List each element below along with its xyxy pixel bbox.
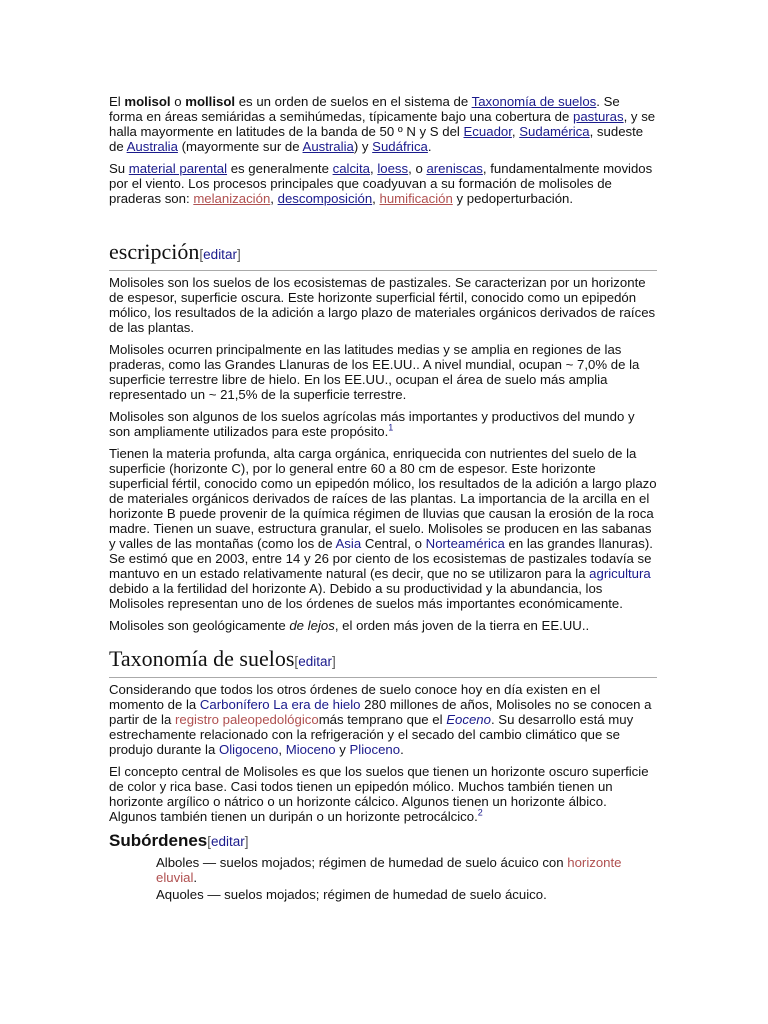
taxonomia-paragraph-2: El concepto central de Molisoles es que los suelos que tienen un horizonte oscuro superficie de color y rica base. Casi todos tienen un epipedón mólico. Muchos también tienen un horizonte argílico o nátrico o un horizonte cálcico. Algunos tienen un horizonte álbico. Algunos también tienen un duripán o un horizonte petrocálcico.$^2$: [109, 764, 649, 824]
intro-paragraph-1: El molisol o mollisol es un orden de suelos en el sistema de Taxonomía de suelos. Se forma en áreas semiáridas a semihúmedas, típicamente bajo una cobertura de pasturas, y se halla mayormente en latitudes de la banda de 50 º N y S del Ecuador, Sudamérica, sudeste de Australia (mayormente sur de Australia) y Sudáfrica.: [109, 94, 656, 154]
link-loess[interactable]: loess: [377, 161, 409, 176]
link-horizonte-eluvial[interactable]: horizonte eluvial: [156, 855, 622, 885]
link-eoceno[interactable]: Eoceno: [446, 712, 491, 727]
link-material-parental[interactable]: material parental: [128, 161, 228, 176]
edit-link-taxonomia[interactable]: [editar]: [294, 654, 336, 669]
link-norteamerica[interactable]: Norteamérica: [425, 536, 505, 551]
link-ecuador[interactable]: Ecuador: [463, 124, 512, 139]
link-registro-paleopedologico[interactable]: registro paleopedológico: [174, 712, 319, 727]
link-australia-2[interactable]: Australia: [302, 139, 354, 154]
edit-link-descripcion[interactable]: [editar]: [199, 247, 241, 262]
link-asia[interactable]: Asia: [335, 536, 362, 551]
link-taxonomia[interactable]: Taxonomía de suelos: [471, 94, 597, 109]
descripcion-paragraph-5: Molisoles son geológicamente de lejos, el orden más joven de la tierra en EE.UU..: [109, 618, 590, 633]
taxonomia-paragraph-1: Considerando que todos los otros órdenes de suelo conoce hoy en día existen en el momento de la Carbonífero La era de hielo 280 millones de años, Molisoles no se conocen a partir de la registro paleopedológicomás temprano que el Eoceno. Su desarrollo está muy estrechamente relacionado con la refrigeración y el secado del cambio climático que se produjo durante la Oligoceno, Mioceno y Plioceno.: [109, 682, 652, 757]
link-sudamerica[interactable]: Sudamérica: [519, 124, 590, 139]
list-item: Aquoles — suelos mojados; régimen de humedad de suelo ácuico.: [156, 887, 547, 902]
list-item: Alboles — suelos mojados; régimen de humedad de suelo ácuico con horizonte eluvial.: [156, 855, 622, 885]
reference-1[interactable]: 1: [388, 422, 394, 433]
link-carbonifero[interactable]: Carbonífero: [199, 697, 270, 712]
intro-paragraph-2: Su material parental es generalmente calcita, loess, o areniscas, fundamentalmente movidos por el viento. Los procesos principales que coadyuvan a su formación de molisoles de praderas son: melanización, descomposición, humificación y pedoperturbación.: [109, 161, 653, 206]
link-plioceno[interactable]: Plioceno: [349, 742, 401, 757]
link-sudafrica[interactable]: Sudáfrica: [372, 139, 428, 154]
link-pasturas[interactable]: pasturas: [573, 109, 624, 124]
descripcion-paragraph-3: Molisoles son algunos de los suelos agrícolas más importantes y productivos del mundo y son ampliamente utilizados para este propósito.$^1$: [109, 409, 635, 439]
link-descomposicion[interactable]: descomposición: [277, 191, 373, 206]
link-era-de-hielo[interactable]: La era de hielo: [273, 697, 361, 712]
descripcion-paragraph-1: Molisoles son los suelos de los ecosistemas de pastizales. Se caracterizan por un horizonte de espesor, superficie oscura. Este horizonte superficial fértil, conocido como un epipedón mólico, los resultados de la adición a largo plazo de materiales orgánicos derivados de raíces de las plantas.: [109, 275, 656, 335]
edit-link-subordenes[interactable]: [editar]: [207, 834, 249, 849]
link-oligoceno[interactable]: Oligoceno: [218, 742, 279, 757]
link-humificacion[interactable]: humificación: [379, 191, 453, 206]
section-heading-taxonomia: Taxonomía de suelos[editar]: [109, 647, 657, 678]
reference-2[interactable]: 2: [477, 807, 483, 818]
link-areniscas[interactable]: areniscas: [426, 161, 483, 176]
link-australia[interactable]: Australia: [126, 139, 178, 154]
bold-term-mollisol: mollisol: [185, 94, 236, 109]
descripcion-paragraph-2: Molisoles ocurren principalmente en las latitudes medias y se amplia en regiones de las praderas, como las Grandes Llanuras de los EE.UU.. A nivel mundial, ocupan ~ 7,0% de la superficie terrestre libre de hielo. En los EE.UU., ocupan el área de suelo más amplia representado un ~ 21,5% de la superficie terrestre.: [109, 342, 640, 402]
suborders-list: [109, 855, 657, 902]
link-calcita[interactable]: calcita: [332, 161, 370, 176]
link-mioceno[interactable]: Mioceno: [285, 742, 336, 757]
section-heading-subordenes: Subórdenes[editar]: [109, 831, 249, 850]
section-heading-descripcion: escripción[editar]: [109, 240, 657, 271]
article-body: [109, 94, 657, 904]
link-agricultura[interactable]: agricultura: [589, 566, 651, 581]
bold-term-molisol: molisol: [124, 94, 171, 109]
descripcion-paragraph-4: Tienen la materia profunda, alta carga orgánica, enriquecida con nutrientes del suelo de la superficie (horizonte C), por lo general entre 60 a 80 cm de espesor. Este horizonte superficial fértil, conocido como un epipedón mólico, los resultados de la adición a largo plazo de materiales orgánicos derivados de raíces de las plantas. La importancia de la arcilla en el horizonte B puede provenir de la química régimen de lluvias que causan la erosión de la roca madre. Tienen un suave, estructura granular, el suelo. Molisoles se producen en las sabanas y valles de las montañas (como los de Asia Central, o Norteamérica en las grandes llanuras). Se estimó que en 2003, entre 14 y 26 por ciento de los ecosistemas de pastizales todavía se mantuvo en un estado relativamente natural (es decir, que no se utilizaron para la agricultura debido a la fertilidad del horizonte A). Debido a su productividad y la abundancia, los Molisoles representan uno de los órdenes de suelos más importantes económicamente.: [109, 446, 657, 611]
link-melanizacion[interactable]: melanización: [193, 191, 271, 206]
